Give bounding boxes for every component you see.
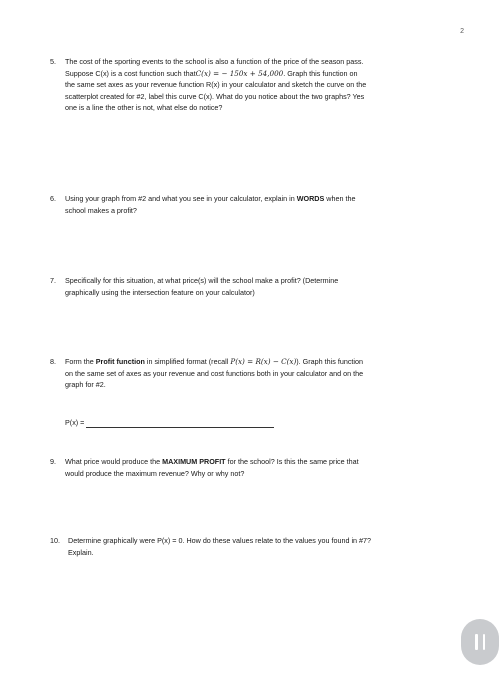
text-line: The cost of the sporting events to the school is also a function of the price of the season pass. <box>65 57 364 66</box>
question-8 <box>50 356 460 428</box>
question-number: 5. <box>50 57 56 66</box>
emphasis: WORDS <box>296 194 325 203</box>
text-line: would produce the maximum revenue? Why or why not? <box>65 468 245 478</box>
text-span: Suppose C(x) is a cost function such that <box>65 68 196 78</box>
cost-function-equation: C(x) = − 150x + 54,000 <box>195 68 284 78</box>
text-span: in simplified format (recall <box>146 357 229 366</box>
text-line: school makes a profit? <box>65 205 137 215</box>
question-text <box>65 356 460 391</box>
page-number: 2 <box>460 28 464 35</box>
question-number: 6. <box>50 194 56 203</box>
question-6 <box>50 193 460 216</box>
handle-bar <box>475 634 478 650</box>
question-text <box>65 456 460 479</box>
question-number: 9. <box>50 457 56 466</box>
text-line: scatterplot created for #2, label this curve C(x). What do you notice about the two graphs? Yes <box>65 91 365 101</box>
text-span: Form the <box>65 357 94 366</box>
text-line: Specifically for this situation, at what price(s) will the school make a profit? (Determine <box>65 276 339 285</box>
question-number: 8. <box>50 357 56 366</box>
emphasis: Profit function <box>95 357 145 366</box>
answer-label: P(x) = <box>65 417 85 427</box>
profit-answer-line[interactable] <box>65 417 460 429</box>
text-line: Explain. <box>68 547 94 557</box>
question-10 <box>50 535 460 558</box>
text-line <box>65 356 460 368</box>
profit-function-equation: P(x) = R(x) − C(x) <box>230 357 297 366</box>
text-line: on the same set of axes as your revenue and cost functions both in your calculator and on the <box>65 368 364 378</box>
question-9 <box>50 456 460 479</box>
question-text <box>65 275 460 298</box>
text-line <box>65 68 460 80</box>
question-text <box>65 193 460 216</box>
text-span: Using your graph from #2 and what you see in your calculator, explain in <box>65 194 295 203</box>
emphasis: MAXIMUM PROFIT <box>162 457 226 466</box>
text-span: ). Graph this function <box>296 357 363 366</box>
text-line <box>65 193 460 205</box>
question-text <box>65 56 460 114</box>
text-span: What price would produce the <box>65 457 161 466</box>
text-line: one is a line the other is not, what else do notice? <box>65 103 223 112</box>
text-line: graphically using the intersection feature on your calculator) <box>65 287 255 297</box>
scroll-handle-icon[interactable] <box>461 619 499 665</box>
text-line: the same set axes as your revenue function R(x) in your calculator and sketch the curve on the <box>65 80 367 89</box>
text-line: Determine graphically were P(x) = 0. How do these values relate to the values you found in #7? <box>68 536 372 545</box>
question-number: 7. <box>50 276 56 285</box>
answer-blank[interactable] <box>86 419 274 428</box>
text-span: when the <box>326 194 356 203</box>
text-line <box>65 456 460 468</box>
question-number: 10. <box>50 536 60 545</box>
handle-bar <box>483 634 486 650</box>
question-5 <box>50 56 460 114</box>
question-text <box>68 535 460 558</box>
text-span: . Graph this function on <box>283 68 358 78</box>
text-line: graph for #2. <box>65 380 106 389</box>
text-span: for the school? Is this the same price that <box>227 457 359 466</box>
question-7 <box>50 275 460 298</box>
